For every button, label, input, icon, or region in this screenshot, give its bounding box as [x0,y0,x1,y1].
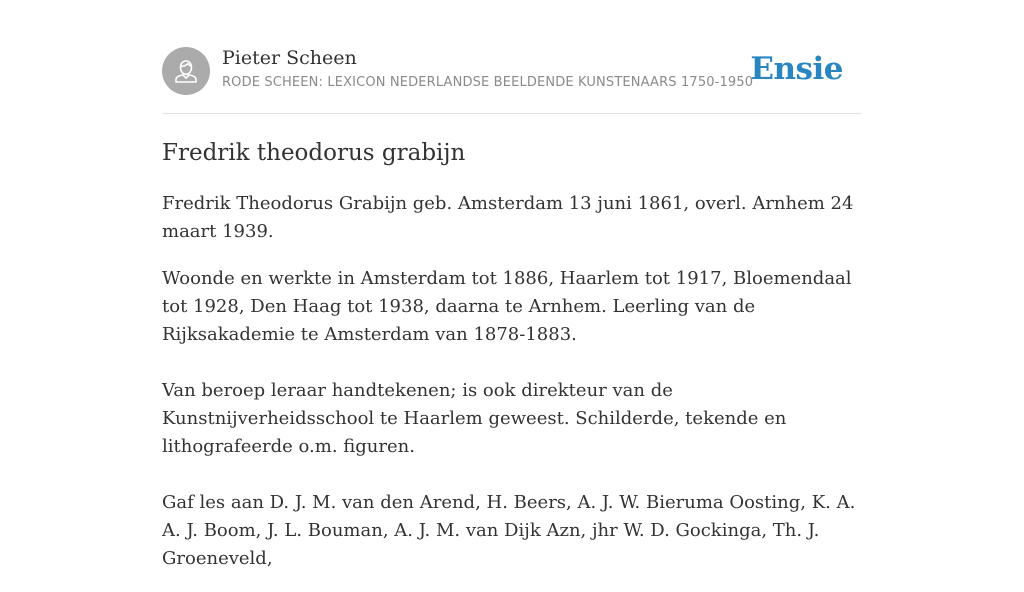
paragraph: Woonde en werkte in Amsterdam tot 1886, Haarlem tot 1917, Bloemendaal tot 1928, Den Haag tot 1938, daarna te Arnhem. Leerling van de Rijksakademie te Amsterdam van 1878-1883. [162,268,852,345]
paragraph: Gaf les aan D. J. M. van den Arend, H. Beers, A. J. W. Bieruma Oosting, K. A. A. J. Boom, J. L. Bouman, A. J. M. van Dijk Azn, jhr W. D. Gockinga, Th. J. Groeneveld, [162,492,856,569]
article-body [162,190,862,592]
ensie-logo[interactable]: Ensie [750,51,843,87]
source-title[interactable]: RODE SCHEEN: LEXICON NEDERLANDSE BEELDENDE KUNSTENAARS 1750-1950 [222,75,754,90]
article-container [162,0,862,569]
user-avatar-icon[interactable] [162,47,210,95]
author-name[interactable]: Pieter Scheen [222,47,357,69]
paragraph: Van beroep leraar handtekenen; is ook direkteur van de Kunstnijverheidsschool te Haarlem geweest. Schilderde, tekende en lithografeerde o.m. figuren. [162,380,787,457]
paragraph: Fredrik Theodorus Grabijn geb. Amsterdam 13 juni 1861, overl. Arnhem 24 maart 1939. [162,193,854,242]
article-header [162,0,862,114]
article-title: Fredrik theodorus grabijn [162,140,466,166]
